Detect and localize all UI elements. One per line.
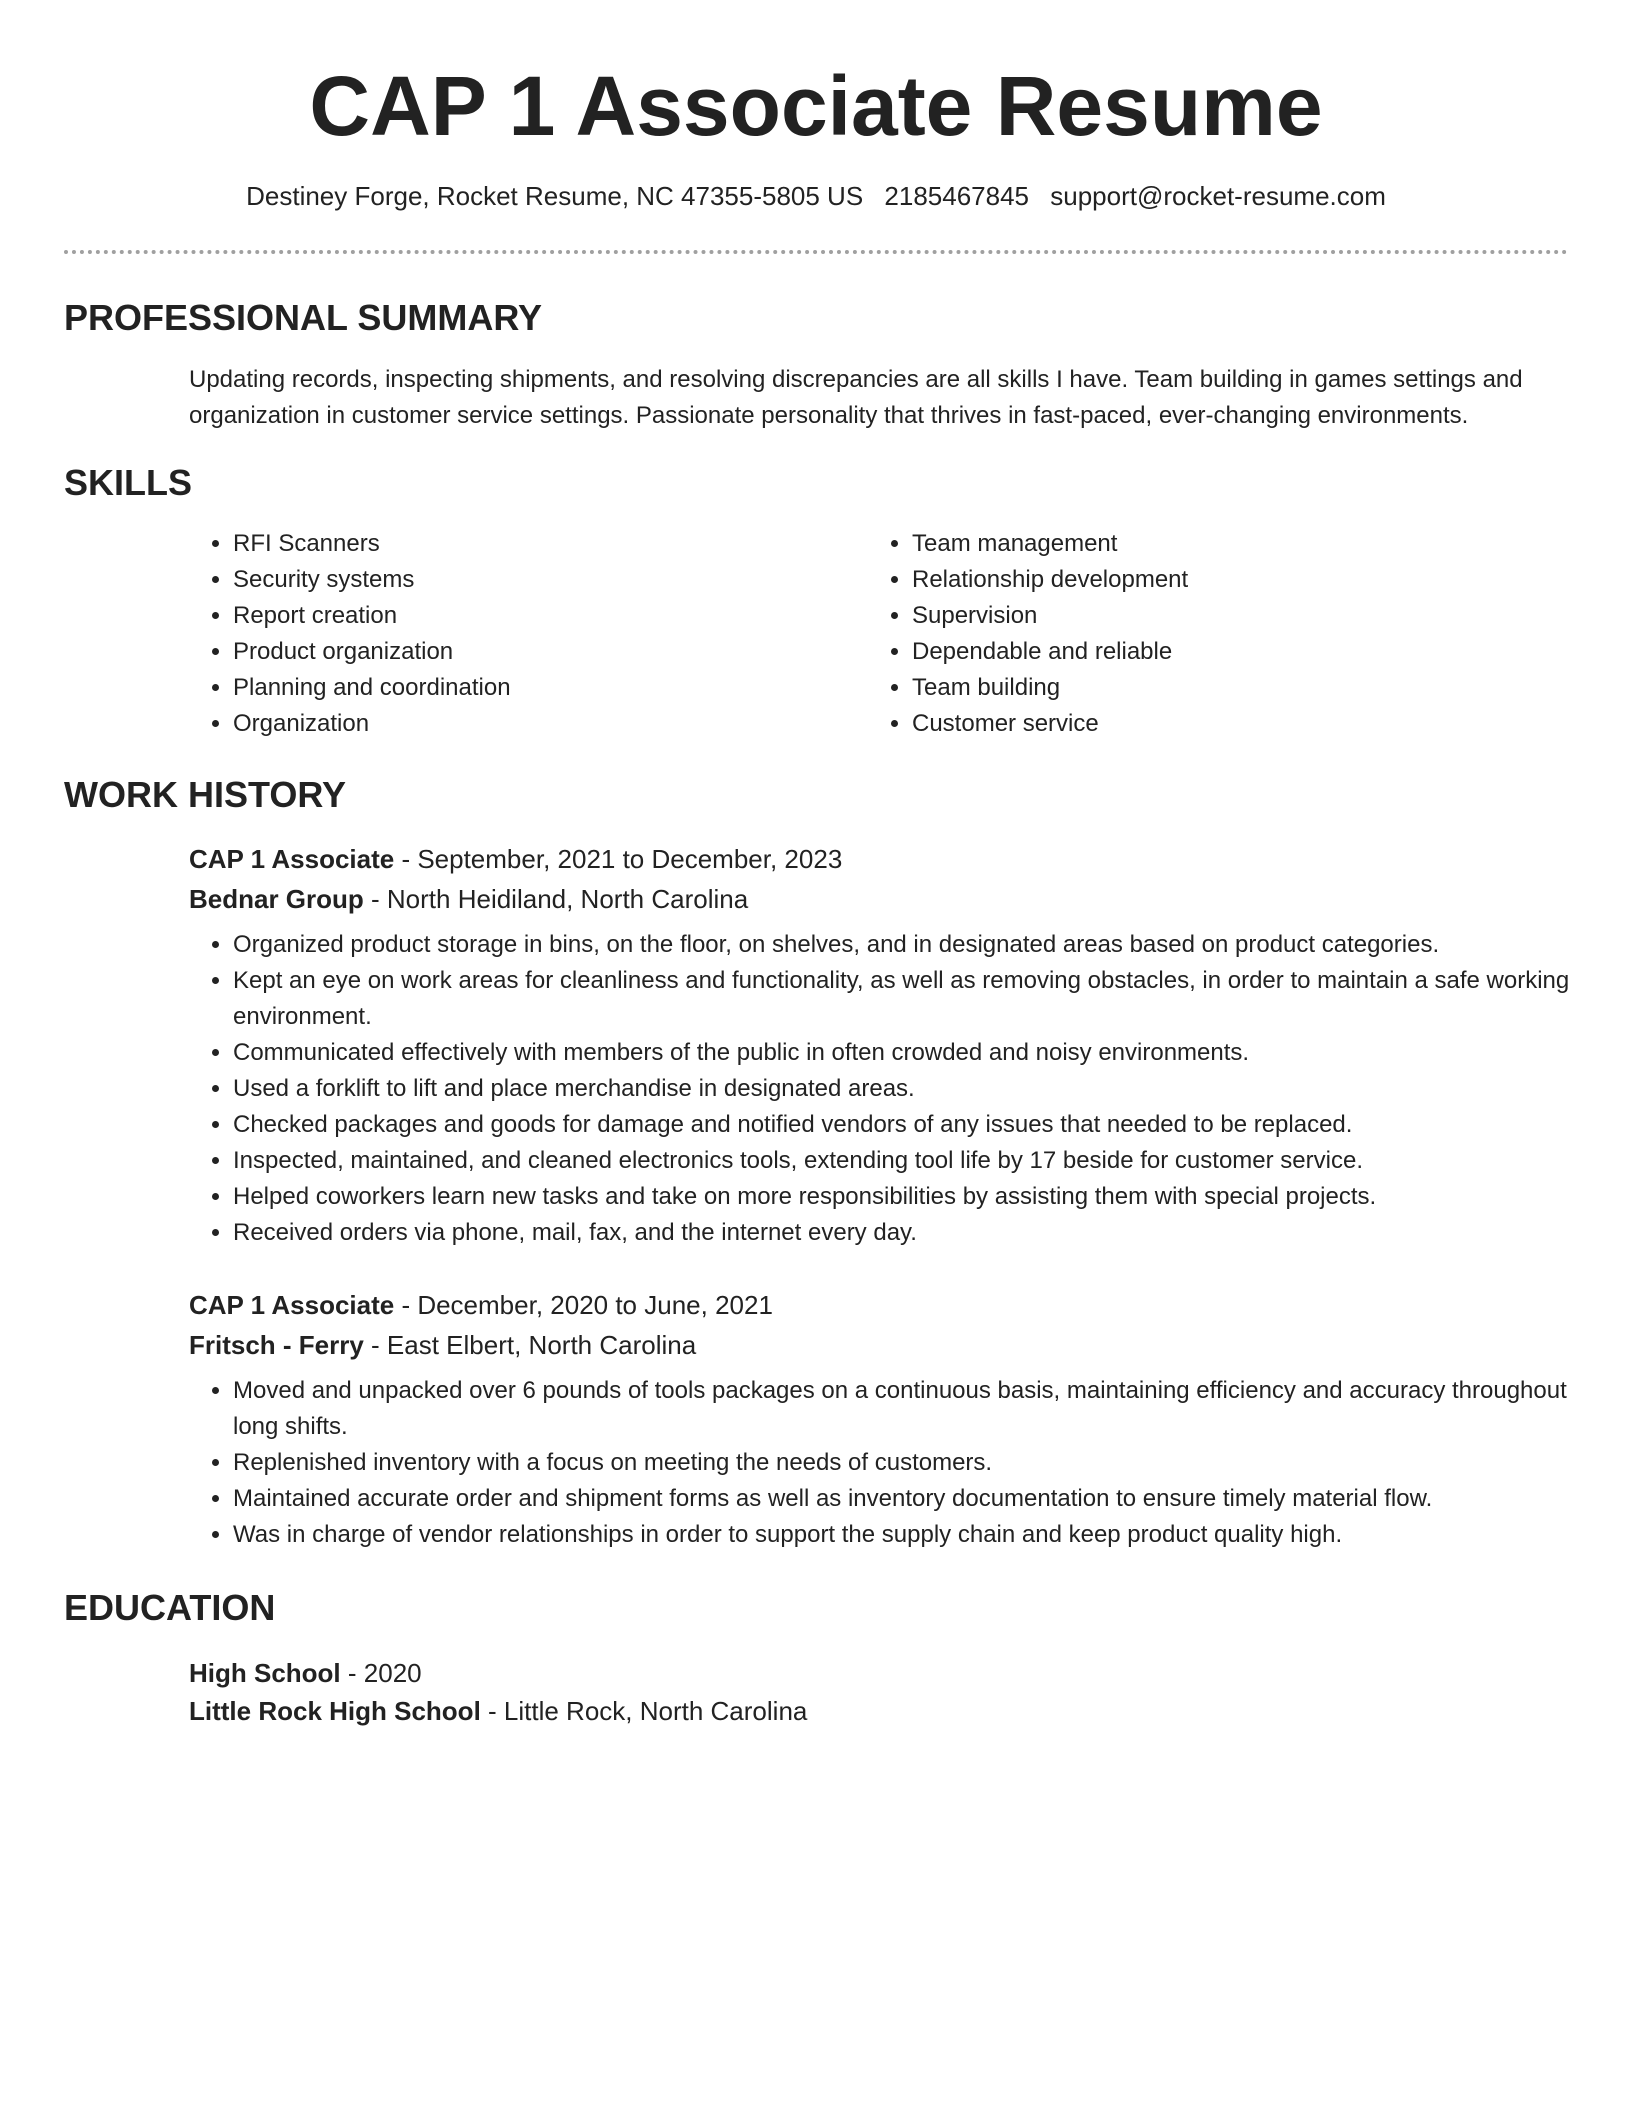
contact-email: support@rocket-resume.com xyxy=(1050,181,1386,211)
resume-title: CAP 1 Associate Resume xyxy=(309,59,1323,153)
education-location: - Little Rock, North Carolina xyxy=(480,1696,808,1726)
job-company: Fritsch - Ferry xyxy=(189,1330,364,1360)
education-heading: EDUCATION xyxy=(64,1587,276,1628)
job-dates: - September, 2021 to December, 2023 xyxy=(394,844,843,874)
skill-item: • Team management xyxy=(912,526,1532,562)
skill-item: • Organization xyxy=(233,706,853,742)
skill-item: • Security systems xyxy=(233,562,853,598)
job-company-line xyxy=(189,1325,1579,1365)
job-entry xyxy=(189,1285,1579,1553)
job-location: - East Elbert, North Carolina xyxy=(363,1330,697,1360)
skills-list-right xyxy=(868,526,1532,742)
job-dates: - December, 2020 to June, 2021 xyxy=(394,1290,773,1320)
education-degree-line xyxy=(189,1654,1579,1692)
job-bullet: • Communicated effectively with members of the public in often crowded and noisy environments. xyxy=(233,1035,1579,1071)
job-bullet: • Maintained accurate order and shipment forms as well as inventory documentation to ensure timely material flow. xyxy=(233,1481,1579,1517)
job-bullet: • Helped coworkers learn new tasks and take on more responsibilities by assisting them with special projects. xyxy=(233,1179,1579,1215)
job-bullet: • Received orders via phone, mail, fax, and the internet every day. xyxy=(233,1215,1579,1251)
job-bullet: • Organized product storage in bins, on the floor, on shelves, and in designated areas based on product categories. xyxy=(233,927,1579,963)
header-divider xyxy=(64,250,1568,254)
job-bullet: • Replenished inventory with a focus on meeting the needs of customers. xyxy=(233,1445,1579,1481)
job-bullet: • Moved and unpacked over 6 pounds of tools packages on a continuous basis, maintaining efficiency and accuracy throughout long shifts. xyxy=(233,1373,1579,1445)
skill-item: • Team building xyxy=(912,670,1532,706)
job-title-line xyxy=(189,1285,1579,1325)
skill-item: • Product organization xyxy=(233,634,853,670)
job-bullet-list xyxy=(189,927,1579,1251)
job-title-line xyxy=(189,839,1579,879)
job-company: Bednar Group xyxy=(189,884,364,914)
summary-heading: PROFESSIONAL SUMMARY xyxy=(64,297,543,338)
job-bullet: • Used a forklift to lift and place merchandise in designated areas. xyxy=(233,1071,1579,1107)
work-history-heading: WORK HISTORY xyxy=(64,774,347,815)
job-bullet: • Inspected, maintained, and cleaned electronics tools, extending tool life by 17 beside for customer service. xyxy=(233,1143,1579,1179)
summary-section xyxy=(189,362,1579,434)
job-bullet: • Checked packages and goods for damage and notified vendors of any issues that needed to be replaced. xyxy=(233,1107,1579,1143)
skill-item: • Supervision xyxy=(912,598,1532,634)
summary-text: Updating records, inspecting shipments, and resolving discrepancies are all skills I have. Team building in games settings and organization in customer service settings. Passionate personality that thrives in fast-paced, ever-changing environments. xyxy=(189,366,1523,429)
education-school-line xyxy=(189,1692,1579,1730)
education-degree: High School xyxy=(189,1658,341,1688)
skills-list-left xyxy=(189,526,853,742)
job-company-line xyxy=(189,879,1579,919)
skills-heading: SKILLS xyxy=(64,462,193,503)
skill-item: • Planning and coordination xyxy=(233,670,853,706)
skill-item: • Relationship development xyxy=(912,562,1532,598)
contact-line xyxy=(0,178,1632,214)
education-year: - 2020 xyxy=(340,1658,422,1688)
education-school: Little Rock High School xyxy=(189,1696,481,1726)
job-bullet: • Was in charge of vendor relationships in order to support the supply chain and keep product quality high. xyxy=(233,1517,1579,1553)
job-title: CAP 1 Associate xyxy=(189,844,395,874)
job-bullet: • Kept an eye on work areas for cleanliness and functionality, as well as removing obstacles, in order to maintain a safe working environment. xyxy=(233,963,1579,1035)
skill-item: • Report creation xyxy=(233,598,853,634)
job-location: - North Heidiland, North Carolina xyxy=(363,884,749,914)
education-entry xyxy=(189,1654,1579,1730)
skill-item: • Customer service xyxy=(912,706,1532,742)
job-bullet-list xyxy=(189,1373,1579,1553)
skill-item: • Dependable and reliable xyxy=(912,634,1532,670)
skill-item: • RFI Scanners xyxy=(233,526,853,562)
job-entry xyxy=(189,839,1579,1251)
job-title: CAP 1 Associate xyxy=(189,1290,395,1320)
contact-address: Destiney Forge, Rocket Resume, NC 47355-5805 US xyxy=(246,181,864,211)
contact-phone: 2185467845 xyxy=(884,181,1030,211)
